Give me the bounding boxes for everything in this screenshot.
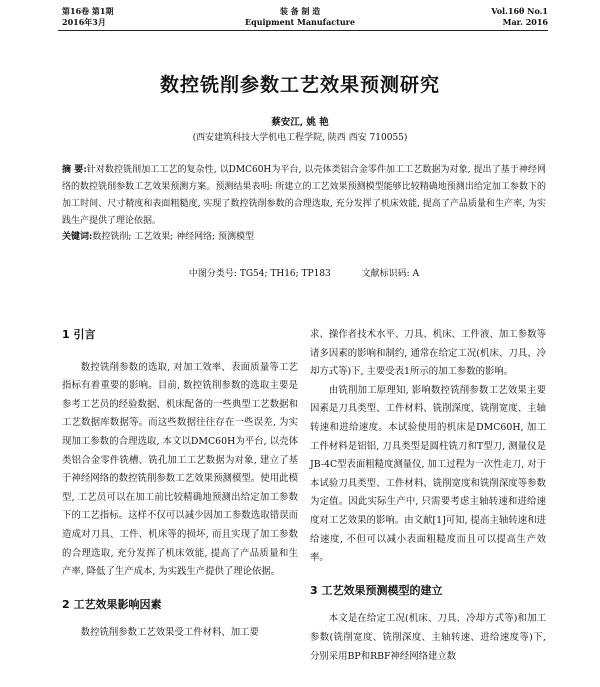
right-paragraph-1: 求、操作者技术水平、刀具、机床、工件液、加工参数等诸多因素的影响和制约, 通常在给定工况(机床、刀具、冷却方式等)下, 主要受表1所示的加工参数的影响。 xyxy=(310,329,546,378)
header-right xyxy=(491,6,548,28)
clc-number: 中图分类号: TG54; TH16; TP183 xyxy=(188,269,331,279)
right-column xyxy=(310,326,546,666)
month-label: Mar. 2016 xyxy=(502,17,548,27)
doc-code: 文献标识码: A xyxy=(361,269,420,279)
authors: 蔡安江, 姚 艳 xyxy=(271,117,329,128)
right-paragraph-2: 由铣削加工原理知, 影响数控铣削参数工艺效果主要因素是刀具类型、工件材料、铣削深度、铣削宽度、主轴转速和进给速度。本试验使用的机床是DMC60H, 加工工件材料是铝铝, 刀具类型是圆柱铣刀和T型刀, 测量仪是JB-4C型表面粗糙度测量仪, 加工过程为一次性走刀, 对于本试验刀具类型、工件材料、铣削宽度和铣削深度等参数为定值。因此实际生产中, 只需要考虑主轴转速和进给速度对工艺效果的影响。由文献[1]可知, 提高主轴转速和进给速度, 不但可以减小表面粗糙度而且可以提高生产效率。 xyxy=(310,384,546,564)
journal-en: Equipment Manufacture xyxy=(245,17,355,27)
date-label: 2016年3月 xyxy=(62,17,106,27)
journal-cn: 装 备 制 造 xyxy=(279,6,321,16)
header-rule xyxy=(58,30,548,31)
left-column xyxy=(62,326,298,643)
section-2-paragraph: 数控铣削参数工艺效果受工件材料、加工要 xyxy=(80,627,259,639)
abstract-text: 针对数控铣削加工工艺的复杂性, 以DMC60H为平台, 以壳体类铝合金零件加工工艺数据为对象, 提出了基于神经网络的数控铣削参数工艺效果预测方案。预测结果表明: 所建立的工艺效果预测模型能够比较精确地预测出给定加工参数下的加工时间、尺寸精度和表面粗糙度, 实现了数控铣削参数的合理选取, 充分发挥了机床效能, 提高了产品质量和生产率, 为实践生产提供了理论依据。 xyxy=(62,165,546,226)
classification xyxy=(62,266,546,279)
section-3-heading: 3 工艺效果预测模型的建立 xyxy=(310,583,443,597)
volume-label: Vol.16θ No.1 xyxy=(491,6,548,16)
abstract xyxy=(62,162,546,230)
keywords-label: 关键词: xyxy=(62,232,93,242)
keywords xyxy=(62,229,546,246)
abstract-label: 摘 要: xyxy=(62,165,87,175)
right-paragraph-3: 本文是在给定工况(机床、刀具、冷却方式等)和加工参数(铣削宽度、铣削深度、主轴转速、进给速度等)下, 分别采用BP和RBF神经网络建立数 xyxy=(310,613,546,662)
keywords-text: 数控铣削; 工艺效果; 神经网络; 预测模型 xyxy=(92,232,255,242)
issue-label: 第16卷 第1期 xyxy=(62,6,114,16)
affiliation: (西安建筑科技大学机电工程学院, 陕西 西安 710055) xyxy=(192,133,408,143)
paper-title: 数控铣削参数工艺效果预测研究 xyxy=(159,74,440,96)
section-1-heading: 1 引言 xyxy=(62,328,96,341)
section-1-paragraph: 数控铣削参数的选取, 对加工效率、表面质量等工艺指标有着重要的影响。目前, 数控铣削参数的选取主要是参考工艺员的经验数据、机床配备的一些典型工艺数据和工艺数据库数据等。而这些数据往往存在一些误差, 为实现加工参数的合理选取, 本文以DMC60H为平台, 以壳体类铝合金零件铣槽、铣孔加工工艺数据为对象, 建立了基于神经网络的数控铣削参数工艺效果预测模型。使用此模型, 工艺员可以在加工前比较精确地预测出给定加工参数下的工艺指标。这样不仅可以减少因加工参数选取错误而造成对刀具、工件、机床等的损坏, 而且实现了加工参数的合理选取, 充分发挥了机床效能, 提高了产品质量和生产率, 降低了生产成本, 为实践生产提供了理论依据。 xyxy=(62,361,298,578)
section-2-heading: 2 工艺效果影响因素 xyxy=(62,597,162,611)
